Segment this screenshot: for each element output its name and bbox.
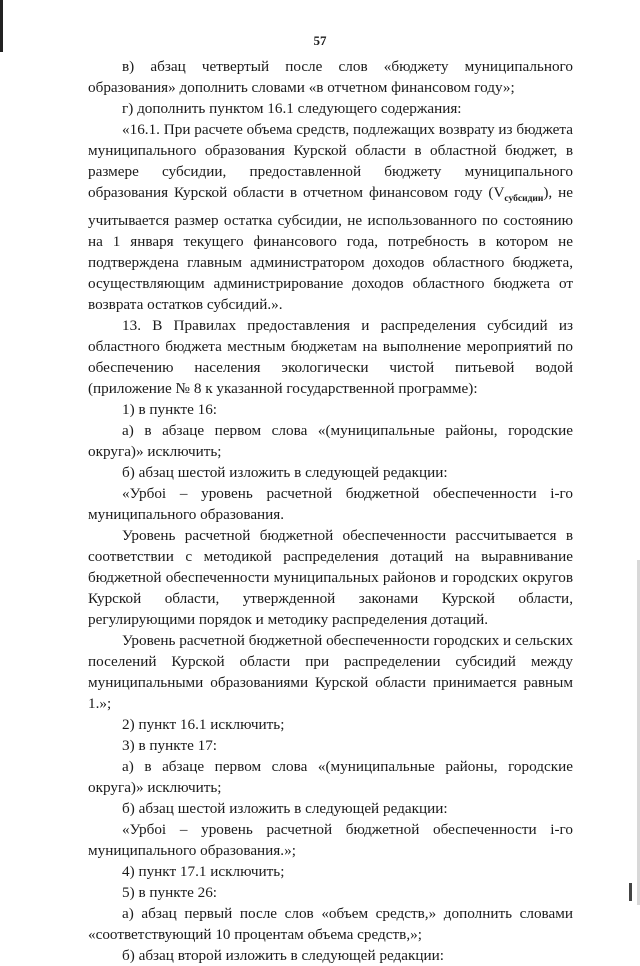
paragraph: г) дополнить пунктом 16.1 следующего содержания: <box>122 100 462 117</box>
paragraph: 4) пункт 17.1 исключить; <box>122 863 285 881</box>
paragraph: Уровень расчетной бюджетной обеспеченности городских и сельских поселений Курской области при распределении субсидий между муниципальными образованиями Курской области принимается равным 1.»; <box>88 632 573 713</box>
paragraph: 3) в пункте 17: <box>122 737 218 755</box>
paragraph: а) в абзаце первом слова «(муниципальные районы, городские округа)» исключить; <box>88 758 573 797</box>
paragraph-text: ), не учитывается размер остатка субсидии, не использованного по состоянию на 1 января текущего финансового года, потребность в котором не подтверждена главным администратором доходов областного бюджета, осуществляющим администрирование доходов областного бюджета от возврата остатков субсидий.». <box>88 184 573 314</box>
paragraph: 13. В Правилах предоставления и распределения субсидий из областного бюджета местным бюджетам на выполнение мероприятий по обеспечению населения экологически чистой питьевой водой (приложение № 8 к указанной государственной программе): <box>88 317 573 398</box>
page-number: 57 <box>313 33 327 48</box>
scan-edge-bottom <box>629 883 632 901</box>
paragraph-text: «16.1. При расчете объема средств, подлежащих возврату из бюджета муниципального образования Курской области в областной бюджет, в размере субсидии, предоставленной бюджету муниципального образования Курской области в отчетном финансовом году (V <box>88 121 573 201</box>
document-body <box>88 56 573 966</box>
paragraph: б) абзац шестой изложить в следующей редакции: <box>122 800 448 818</box>
paragraph: «Урбоi – уровень расчетной бюджетной обеспеченности i-го муниципального образования. <box>88 485 573 524</box>
paragraph: 5) в пункте 26: <box>122 884 218 902</box>
paragraph: б) абзац второй изложить в следующей редакции: <box>122 947 444 965</box>
paragraph-16-1 <box>88 119 573 315</box>
paragraph: 2) пункт 16.1 исключить; <box>122 716 285 734</box>
paragraph: Уровень расчетной бюджетной обеспеченности рассчитывается в соответствии с методикой распределения дотаций на выравнивание бюджетной обеспеченности муниципальных районов и городских округов Курской области, утвержденной законами Курской области, регулирующими порядок и методику распределения дотаций. <box>88 527 573 629</box>
paragraph: в) абзац четвертый после слов «бюджету муниципального образования» дополнить словами «в отчетном финансовом году»; <box>88 58 573 96</box>
paragraph: «Урбоi – уровень расчетной бюджетной обеспеченности i-го муниципального образования.»; <box>88 821 573 860</box>
paragraph: б) абзац шестой изложить в следующей редакции: <box>122 464 448 482</box>
paragraph: а) в абзаце первом слова «(муниципальные районы, городские округа)» исключить; <box>88 422 573 461</box>
subscript-subsidy: субсидии <box>504 194 544 205</box>
paragraph: 1) в пункте 16: <box>122 401 218 419</box>
paragraph: а) абзац первый после слов «объем средств,» дополнить словами «соответствующий 10 процентам объема средств,»; <box>88 905 573 944</box>
